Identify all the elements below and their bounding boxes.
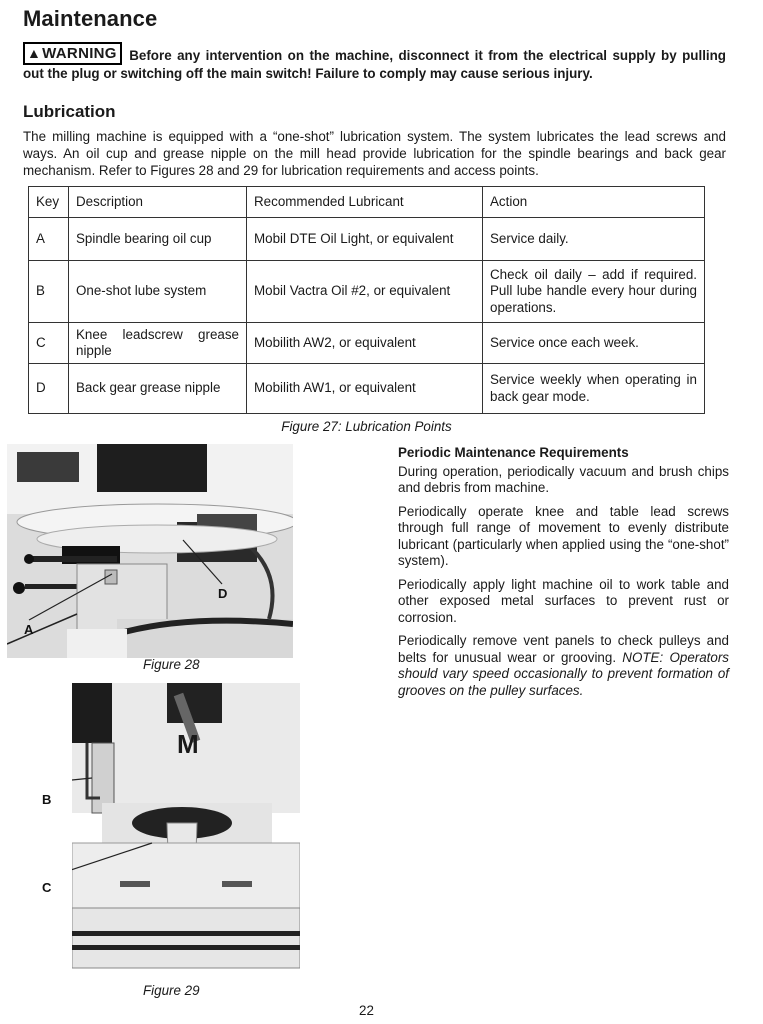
cell-action: Service daily. [483, 218, 705, 261]
table-header-row [29, 187, 705, 218]
periodic-paragraph-text: Periodically remove vent panels to check pulleys and belts for unusual wear or grooving. [398, 633, 729, 665]
callout-b: B [42, 792, 52, 807]
figure-28-caption: Figure 28 [143, 657, 200, 672]
mill-base-illustration [72, 683, 300, 972]
warning-triangle-icon: ▲ [27, 45, 42, 61]
cell-key: D [29, 364, 69, 414]
header-action: Action [483, 187, 705, 218]
table-row [29, 218, 705, 261]
cell-description: One-shot lube system [69, 261, 247, 323]
cell-action: Check oil daily – add if required. Pull lube handle every hour during operations. [483, 261, 705, 323]
warning-text: Before any intervention on the machine, disconnect it from the electrical supply by pulling out the plug or switching off the main switch! Failure to comply may cause serious injury. [23, 48, 726, 81]
periodic-paragraph-last [398, 633, 729, 699]
figure-29-caption: Figure 29 [143, 983, 200, 998]
lubrication-table [28, 186, 705, 414]
cell-action: Service weekly when operating in back gear mode. [483, 364, 705, 414]
cell-lubricant: Mobil Vactra Oil #2, or equivalent [247, 261, 483, 323]
table-row [29, 261, 705, 323]
cell-lubricant: Mobil DTE Oil Light, or equivalent [247, 218, 483, 261]
page-number: 22 [359, 1003, 374, 1018]
header-lubricant: Recommended Lubricant [247, 187, 483, 218]
cell-action: Service once each week. [483, 323, 705, 364]
cell-description: Spindle bearing oil cup [69, 218, 247, 261]
cell-lubricant: Mobilith AW1, or equivalent [247, 364, 483, 414]
figure-29-photo [72, 683, 300, 972]
warning-block [23, 42, 726, 82]
lubrication-intro: The milling machine is equipped with a “one-shot” lubrication system. The system lubricates the lead screws and ways. An oil cup and grease nipple on the mill head provide lubrication for the spindle bearings and back gear mechanism. Refer to Figures 28 and 29 for lubrication requirements and access points. [23, 129, 726, 178]
table-row [29, 364, 705, 414]
periodic-paragraph: Periodically apply light machine oil to work table and other exposed metal surfaces to prevent rust or corrosion. [398, 576, 729, 625]
periodic-note: NOTE: Operators should vary speed occasionally to prevent formation of grooves on the pulley surfaces. [398, 649, 729, 698]
periodic-maintenance-section [398, 445, 729, 706]
header-description: Description [69, 187, 247, 218]
periodic-heading: Periodic Maintenance Requirements [398, 445, 629, 460]
callout-c: C [42, 880, 52, 895]
warning-badge-label: WARNING [42, 45, 117, 62]
machine-logo: M [177, 729, 199, 759]
callout-d: D [218, 586, 228, 601]
page-title: Maintenance [23, 6, 158, 31]
periodic-paragraph: Periodically operate knee and table lead screws through full range of movement to evenly distribute lubricant (particularly when applied using the “one-shot” system). [398, 503, 729, 568]
cell-key: B [29, 261, 69, 323]
header-key: Key [29, 187, 69, 218]
periodic-paragraph: During operation, periodically vacuum and brush chips and debris from machine. [398, 463, 729, 495]
figure-27-caption: Figure 27: Lubrication Points [281, 419, 452, 434]
cell-key: C [29, 323, 69, 364]
cell-description: Knee leadscrew grease nipple [69, 323, 247, 364]
lubrication-heading: Lubrication [23, 102, 116, 121]
warning-badge [23, 42, 122, 65]
cell-description: Back gear grease nipple [69, 364, 247, 414]
cell-key: A [29, 218, 69, 261]
cell-lubricant: Mobilith AW2, or equivalent [247, 323, 483, 364]
mill-head-illustration [7, 444, 293, 658]
callout-a: A [24, 622, 34, 637]
table-row [29, 323, 705, 364]
figure-28-photo [7, 444, 293, 658]
